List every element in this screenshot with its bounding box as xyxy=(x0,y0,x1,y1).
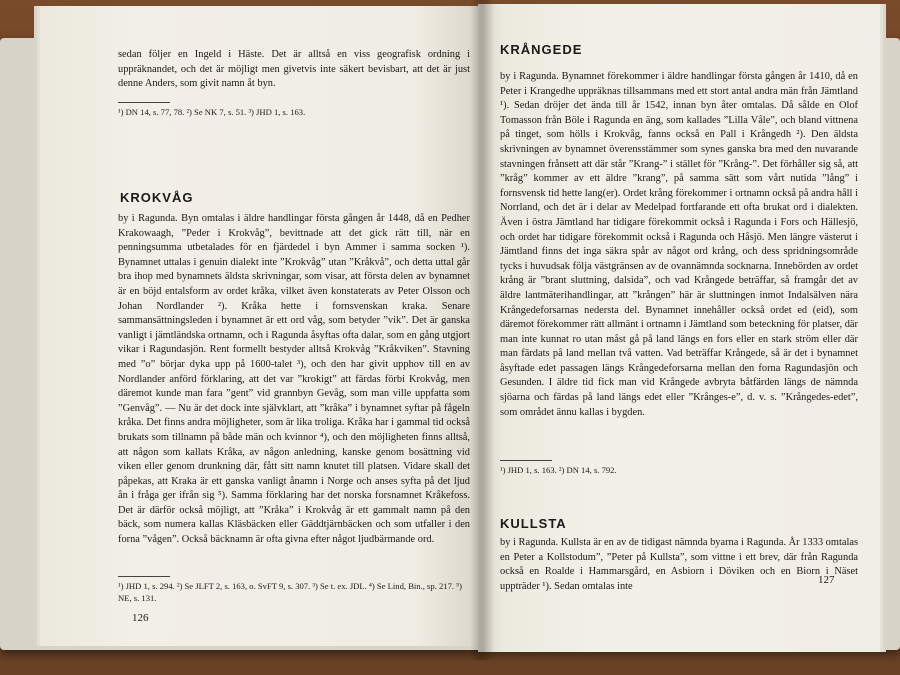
book-gutter xyxy=(470,0,494,660)
footnote-rule xyxy=(500,460,552,461)
entry-footnote-krangede: ¹) JHD 1, s. 163. ²) DN 14, s. 792. xyxy=(500,465,617,475)
page-number: 126 xyxy=(132,612,149,624)
entry-body-kullsta: by i Ragunda. Kullsta är en av de tidigast nämnda byarna i Ragunda. År 1333 omtalas en Peter a Kollstodum”, ”Peter på Kullsta”, som vittne i ett brev, där från Ragunda också en Roalde i Hammarsgård, en Asbiorn i Döviken och en Biorn i Näset uppträder ¹). Sedan omtalas inte xyxy=(500,537,858,592)
entry-body-krangede: by i Ragunda. Bynamnet förekommer i äldre handlingar första gången år 1410, då en Peter i Krangedhe uppräknas tillsammans med ett stort antal andra män från Jämtland ¹). Sedan dröjer det ända till år 1542, innan byn åter omtalas. Då sålde en Olof Tomasson från Böle i Ragunda en äng, som kallades ”Lilla Våle”, och bland vittnena på tinget, som hölls i Krokvåg, fanns också en Pall i Krångedh ²). Den äldsta skrivningen av bynamnet överensstämmer som synes ganska bra med den nuvarande stavningen frånsett att där står ”Krang-” i stället för ”Krång-”. Det förhåller sig så, att ”kråg” kommer av ett äldre ”krang”, på samma sätt som vårt nutida ”lång” i fornsvensk tid hette lang(er). Ordet krång förekommer i ortnamn också på andra håll i Norrland, och det är i delar av Medelpad fortfarande ett ofta brukat ord i dialekten. Även i östra Jämtland har tidigare förekommit också i Ragunda i Fors och Hällesjö, och ordet har tidigare förekommit också i Ragunda och Håsjö. Men längre västerut i Jämtland finns det inga säkra spår av något ord krång, och dess spridningsområde tycks i huvudsak följa västgränsen av de ovannämnda socknarna. Innebörden av ordet krång är ”brant sluttning, dalsida”, och vad Krångede beträffar, så framgår det av äldre lantmäterihandlingar, att ”krången” här är sluttningen inmot Indalsälven nära Krångedeforsarnas nedersta del. Bynamnet innehåller också ordet ed (eid), som däremot förekommer rätt allmänt i ortnamn i Jämtland som beteckning för platser, där man inte kunnat ro utan måst gå på land längs en fors eller en stark ström eller där man färdats på land mellan två vatten. Vad beträffar Krångede, så är det i bynamnet åsyftade edet passagen längs Krångedeforsarna mellan den forna Ragundasjön och Gesunden. I äldre tid fick man vid Krångede avbryta båtfärden längs de nämnda sjöarna och färdas på land längs edet eller ”Krånges-e”, d. v. s. ”Krångedes-edet”, som området ännu kallas i bygden. xyxy=(500,71,858,418)
footnote-rule xyxy=(118,102,170,103)
left-page xyxy=(40,6,480,646)
intro-paragraph: sedan följer en Ingeld i Häste. Det är alltså en viss geografisk ordning i uppräknandet, och det är möjligt men givetvis inte säkert bevisbart, att det är just denne Anders, som givit namn åt byn. xyxy=(118,49,470,90)
entry-heading-krokvag: KROKVÅG xyxy=(120,190,194,205)
entry-body-krokvag: by i Ragunda. Byn omtalas i äldre handlingar första gången år 1448, då en Pedher Krakowaagh, ”Peder i Krokvåg”, bevittnade att det gick rätt till, när en penningsumma utbetalades för en fjärdedel i byn Ammer i samma socken ¹). Bynamnet uttalas i genuin dialekt inte ”Krokvåg” utan ”Kråkvå”, och detta uttal går bra ihop med bynamnets äldsta skrivningar, som visar, att första delen av bynamnet är en böjd entalsform av ordet kråka, vilket även konstaterats av Peter Olsson och Johan Nordlander ²). Kråka hette i fornsvenskan kraka. Senare sammansättningsleden i bynamnet är ett ord våg, som betyder ”vik”. Det är ganska vanligt i jämtländska ortnamn, och i Ragunda åsyftas ofta dalar, som en gång utgjort vikar i Ragundasjön. Rent formellt bestyder alltså Krokvåg ”Kråkviken”. Stavning med ”o” börjar dyka upp på 1600-talet ³), och den har givit upphov till en av Nordlander anförd förklaring, att det var ”krokigt” att färdas förbi Krokvåg, men däremot kunde man fara ”gent” vid grannbyn Gevåg, som man ville uppfatta som ”Genvåg”. — Nu är det dock inte självklart, att ”kråka” i bynamnet syftar på fågeln kråka. Det finns andra möjligheter, som är lika troliga. Kråka har i gammal tid också brukats som tillnamn på både män och kvinnor ⁴), och den möjligheten finns alltså, att någon som kallats Kråka, av någon anledning, kanske genom bosättning vid viken eller genom drunkning där, fått sitt namn knutet till platsen. Vidare skall det påpekas, att Kraka är ett ganska vanligt ånamn i Norge och anses syfta på det ljud ån i fråga ger ifrån sig ⁵). Samma förklaring har det norska forsnamnet Kråkefoss. Det är därför också möjligt, att ”Kråka” i Krokvåg är ett gammalt namn på den bäck, som numera kallas Kläsbäcken eller Gäddtjärnbäcken och som utfaller i den forna ”vågen”. Också bäcknamn är ofta givna efter något ljudbärmande ord. xyxy=(118,213,470,546)
entry-heading-kullsta: KULLSTA xyxy=(500,516,567,531)
page-number: 127 xyxy=(818,574,835,586)
entry-footnote-krokvag: ¹) JHD 1, s. 294. ²) Se JLFT 2, s. 163, o. SvFT 9, s. 307. ³) Se t. ex. JDL. ⁴) Se Lind, Bin., sp. 217. ⁵) NE, s. 131. xyxy=(118,581,463,603)
right-page xyxy=(478,4,880,652)
intro-footnote: ¹) DN 14, s. 77, 78. ²) Se NK 7, s. 51. ³) JHD 1, s. 163. xyxy=(118,107,306,117)
footnote-rule xyxy=(118,576,170,577)
entry-heading-krangede: KRÅNGEDE xyxy=(500,42,583,57)
